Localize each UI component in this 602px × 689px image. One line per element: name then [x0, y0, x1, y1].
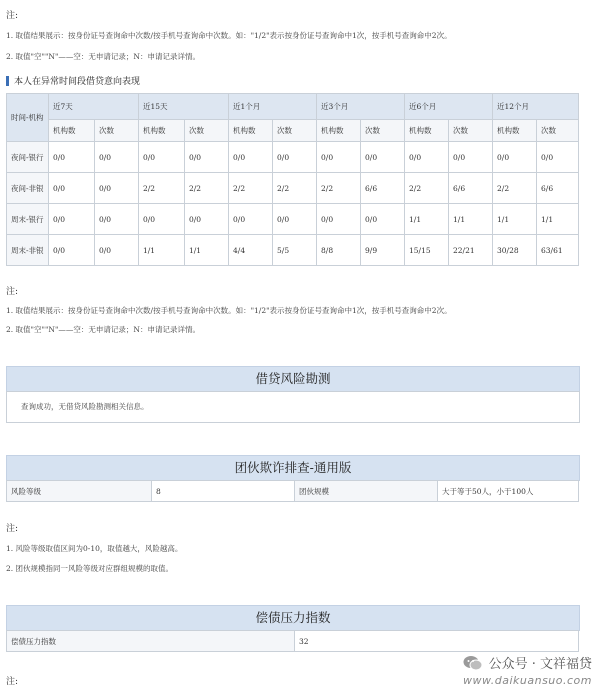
period-header: 近12个月 [493, 94, 579, 120]
wechat-icon [463, 655, 483, 671]
section-title-text: 本人在异常时间段借贷意向表现 [14, 77, 141, 87]
top-note-2: 2. 取值"空""N"——空：无申请记录；N：申请记录详情。 [6, 52, 200, 61]
table-cell: 1/1 [537, 204, 579, 235]
table-cell: 0/0 [95, 235, 139, 266]
middle-note-label: 注: [6, 287, 19, 297]
period-header: 近1个月 [229, 94, 317, 120]
loan-intent-table [6, 93, 579, 266]
period-header: 近6个月 [405, 94, 493, 120]
debt-pressure-label: 偿债压力指数 [7, 631, 295, 652]
debt-pressure-table [6, 630, 579, 652]
table-cell: 0/0 [229, 204, 273, 235]
table-cell: 0/0 [95, 142, 139, 173]
table-cell: 30/28 [493, 235, 537, 266]
table-cell: 1/1 [493, 204, 537, 235]
top-note-1: 1. 取值结果展示：按身份证号查询命中次数/按手机号查询命中次数。如："1/2"表示按身份证号查询命中1次，按手机号查询命中2次。 [6, 31, 452, 40]
table-cell: 0/0 [139, 204, 185, 235]
sub-header-count: 次数 [361, 120, 405, 142]
sub-header-count: 次数 [449, 120, 493, 142]
gang-size-value: 大于等于50人，小于100人 [438, 481, 579, 502]
loan-risk-message: 查询成功，无借贷风险勘测相关信息。 [6, 391, 580, 423]
table-cell: 1/1 [449, 204, 493, 235]
table-cell: 2/2 [139, 173, 185, 204]
sub-header-institutions: 机构数 [229, 120, 273, 142]
table-cell: 2/2 [273, 173, 317, 204]
middle-note-2: 2. 取值"空""N"——空：无申请记录；N：申请记录详情。 [6, 325, 200, 334]
table-cell: 2/2 [493, 173, 537, 204]
gang-size-label: 团伙规模 [295, 481, 438, 502]
sub-header-count: 次数 [273, 120, 317, 142]
table-cell: 0/0 [317, 204, 361, 235]
sub-header-institutions: 机构数 [317, 120, 361, 142]
gang-fraud-table [6, 480, 579, 502]
gang-note-label: 注: [6, 524, 19, 534]
table-cell: 0/0 [139, 142, 185, 173]
sub-header-count: 次数 [95, 120, 139, 142]
table-row [7, 173, 579, 204]
table-cell: 63/61 [537, 235, 579, 266]
debt-pressure-value: 32 [295, 631, 579, 652]
sub-header-institutions: 机构数 [493, 120, 537, 142]
table-cell: 2/2 [229, 173, 273, 204]
table-cell: 1/1 [405, 204, 449, 235]
table-cell: 0/0 [273, 142, 317, 173]
sub-header-institutions: 机构数 [139, 120, 185, 142]
table-cell: 0/0 [493, 142, 537, 173]
table-cell: 8/8 [317, 235, 361, 266]
table-row [7, 142, 579, 173]
table-row [7, 235, 579, 266]
row-label: 夜间-银行 [7, 142, 49, 173]
period-header: 近15天 [139, 94, 229, 120]
table-cell: 0/0 [185, 142, 229, 173]
table-cell: 1/1 [185, 235, 229, 266]
table-cell: 0/0 [185, 204, 229, 235]
wechat-watermark [463, 653, 592, 672]
sub-header-institutions: 机构数 [405, 120, 449, 142]
table-row [7, 204, 579, 235]
table-cell: 0/0 [49, 235, 95, 266]
corner-header: 时间-机构 [7, 94, 49, 142]
table-cell: 0/0 [361, 142, 405, 173]
table-cell: 1/1 [139, 235, 185, 266]
domain-watermark: www.daikuansuo.com [462, 674, 592, 687]
table-cell: 0/0 [537, 142, 579, 173]
sub-header-institutions: 机构数 [49, 120, 95, 142]
table-cell: 0/0 [95, 204, 139, 235]
table-cell: 0/0 [95, 173, 139, 204]
table-cell: 0/0 [361, 204, 405, 235]
gang-fraud-title: 团伙欺诈排查-通用版 [6, 455, 580, 481]
table-cell: 0/0 [449, 142, 493, 173]
table-cell: 4/4 [229, 235, 273, 266]
wechat-account-text: 公众号 · 文祥福贷 [488, 657, 592, 672]
table-cell: 2/2 [405, 173, 449, 204]
risk-level-value: 8 [152, 481, 295, 502]
table-cell: 2/2 [185, 173, 229, 204]
risk-level-label: 风险等级 [7, 481, 152, 502]
table-cell: 6/6 [537, 173, 579, 204]
period-header: 近3个月 [317, 94, 405, 120]
period-header: 近7天 [49, 94, 139, 120]
table-cell: 0/0 [49, 173, 95, 204]
table-cell: 0/0 [49, 142, 95, 173]
sub-header-count: 次数 [185, 120, 229, 142]
section-title-marker [6, 76, 9, 86]
table-cell: 6/6 [449, 173, 493, 204]
table-cell: 0/0 [317, 142, 361, 173]
debt-note-label: 注: [6, 677, 19, 687]
table-cell: 0/0 [405, 142, 449, 173]
debt-pressure-title: 偿债压力指数 [6, 605, 580, 631]
table-cell: 9/9 [361, 235, 405, 266]
gang-note-1: 1. 风险等级取值区间为0-10，取值越大，风险越高。 [6, 544, 183, 553]
table-cell: 22/21 [449, 235, 493, 266]
row-label: 周末-银行 [7, 204, 49, 235]
table-cell: 6/6 [361, 173, 405, 204]
table-cell: 2/2 [317, 173, 361, 204]
table-cell: 5/5 [273, 235, 317, 266]
top-note-label: 注: [6, 11, 19, 21]
table-cell: 0/0 [229, 142, 273, 173]
table-cell: 0/0 [273, 204, 317, 235]
middle-note-1: 1. 取值结果展示：按身份证号查询命中次数/按手机号查询命中次数。如："1/2"表示按身份证号查询命中1次，按手机号查询命中2次。 [6, 306, 452, 315]
section-title [6, 74, 140, 87]
table-cell: 0/0 [49, 204, 95, 235]
gang-note-2: 2. 团伙规模指同一风险等级对应群组规模的取值。 [6, 564, 174, 573]
table-cell: 15/15 [405, 235, 449, 266]
loan-risk-title: 借贷风险勘测 [6, 366, 580, 392]
row-label: 夜间-非银 [7, 173, 49, 204]
row-label: 周末-非银 [7, 235, 49, 266]
sub-header-count: 次数 [537, 120, 579, 142]
